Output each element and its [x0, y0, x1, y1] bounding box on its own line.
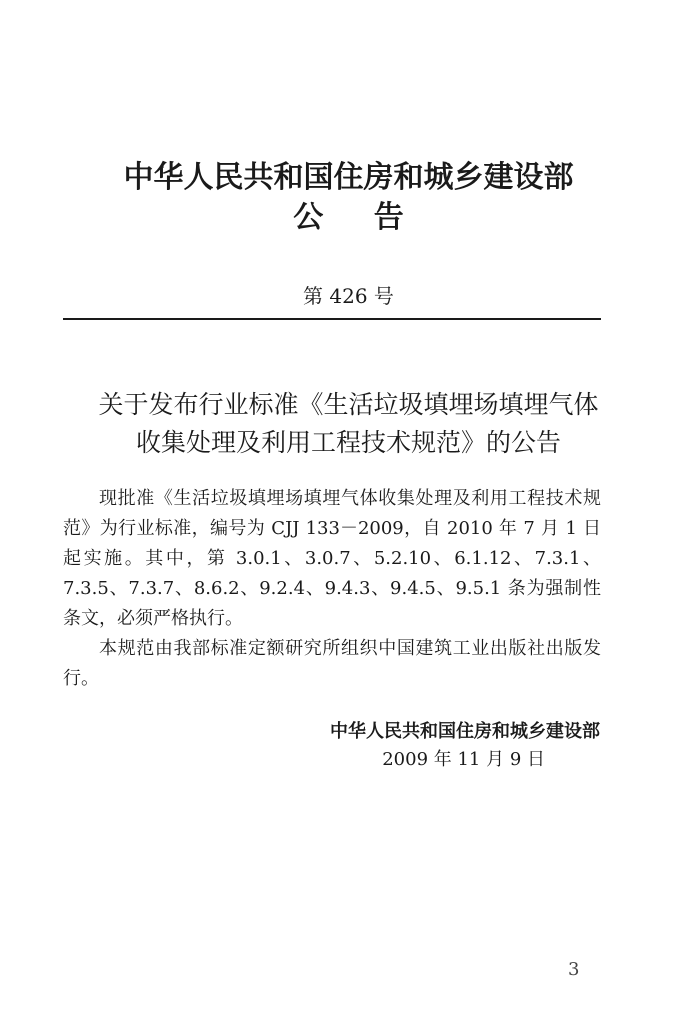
body-paragraph-1: 现批准《生活垃圾填埋场填埋气体收集处理及利用工程技术规范》为行业标准，编号为 CJJ 133－2009，自 2010 年 7 月 1 日起实施。其中，第 3.0.1、3.0.7、5.2.10、6.1.12、7.3.1、7.3.5、7.3.7、8.6.2、9.2.4、9.4.3、9.4.5、9.5.1 条为强制性条文，必须严格执行。 [63, 488, 601, 629]
announcement-char-2: 告 [373, 200, 404, 235]
ministry-name: 中华人民共和国住房和城乡建设部 [123, 160, 574, 195]
announcement-heading [0, 198, 697, 238]
page-number: 3 [568, 959, 580, 980]
signature-organization: 中华人民共和国住房和城乡建设部 [330, 721, 600, 742]
signature-date: 2009 年 11 月 9 日 [382, 749, 545, 770]
header-divider [63, 318, 601, 320]
body-paragraph-2: 本规范由我部标准定额研究所组织中国建筑工业出版社出版发行。 [63, 638, 601, 689]
announcement-char-1: 公 [293, 200, 324, 235]
document-title [0, 386, 697, 462]
body-text [63, 484, 601, 694]
announcement-number: 第 426 号 [303, 284, 394, 308]
title-line-1: 关于发布行业标准《生活垃圾填埋场填埋气体 [98, 390, 599, 419]
title-line-2: 收集处理及利用工程技术规范》的公告 [135, 428, 561, 457]
